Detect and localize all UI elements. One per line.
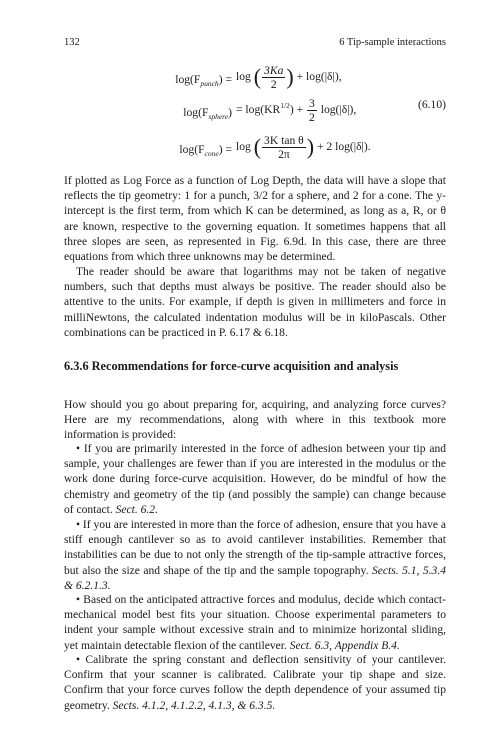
- page-number: 132: [64, 37, 80, 48]
- paragraph-slopes: If plotted as Log Force as a function of Log Depth, the data will have a slope that reflects the tip geometry: 1 for a punch, 3/2 for a sphere, and 2 for a cone. The y-intercept is the first term, from which K can be determined, as long as a, R, or θ are known, respective to the governing equation. It sometimes happens that all three slopes are seen, as represented in Fig. 6.9d. In this case, there are three equations from which three unknowns may be determined.: [64, 175, 446, 264]
- running-header: [64, 37, 446, 51]
- paragraph-units: The reader should be aware that logarithms may not be taken of negative numbers, such that depths must always be positive. The reader should also be attentive to the units. For example, if depth is given in millimeters and force in milliNewtons, the calculated indentation modulus will be in kiloPascals. Other combinations can be practiced in P. 6.17 & 6.18.: [64, 266, 446, 339]
- recommendation-calibration: • Calibrate the spring constant and deflection sensitivity of your cantilever. Confirm that your scanner is calibrated. Calibrate your tip shape and size. Confirm that your force curves follow the depth dependence of your assumed tip geometry. Sects. 4.1.2, 4.1.2.2, 4.1.3, & 6.3.5.: [64, 654, 446, 712]
- running-title: 6 Tip-sample interactions: [339, 37, 446, 48]
- equation-punch: $\log(F_{punch})$ = log ( $\frac{3Ka}{2}$ ) + log(|δ|),: [175, 63, 342, 91]
- section-reference: Sects. 4.1.2, 4.1.2.2, 4.1.3, & 6.3.5.: [112, 699, 276, 712]
- section-reference: Sects. 5.1, 5.3.4 & 6.2.1.3.: [64, 564, 446, 592]
- paragraph-intro: How should you go about preparing for, acquiring, and analyzing force curves? Here are my recommendations, along with where in this textbook more information is provided:: [64, 399, 446, 442]
- section-reference: Sect. 6.3, Appendix B.4.: [289, 639, 400, 652]
- equation-cone: $\log(F_{cone})$ = log ( $\frac{\text{3K tan θ}}{2\pi}$ ) + 2 log(|δ|).: [179, 133, 371, 161]
- section-reference: Sect. 6.2.: [115, 503, 158, 516]
- equation-number: (6.10): [417, 98, 446, 111]
- equation-sphere: $\log(F_{sphere})$ = $\log(KR^{1/2})$ + $\frac{3}{2}$ log(|δ|),: [183, 97, 357, 124]
- section-heading: 6.3.6 Recommendations for force-curve acquisition and analysis: [64, 359, 399, 373]
- recommendation-adhesion: • If you are primarily interested in the force of adhesion between your tip and sample, your challenges are fewer than if you are interested in the modulus or the work done during force-curve acquisition. However, do be mindful of how the chemistry and geometry of the tip (and possibly the sample) can change because of contact. Sect. 6.2.: [64, 443, 446, 516]
- recommendation-cantilever: • If you are interested in more than the force of adhesion, ensure that you have a stiff enough cantilever so as to avoid cantilever instabilities. Remember that instabilities can be due to not only the strength of the tip-sample attractive forces, but also the size and shape of the tip and the sample topography. Sects. 5.1, 5.3.4 & 6.2.1.3.: [64, 519, 446, 592]
- recommendation-model: • Based on the anticipated attractive forces and modulus, decide which contact-mechanical model best fits your situation. Choose experimental parameters to indent your sample without excessive strain and to minimize horizontal sliding, yet maintain detectable flexion of the cantilever. Sect. 6.3, Appendix B.4.: [64, 594, 446, 652]
